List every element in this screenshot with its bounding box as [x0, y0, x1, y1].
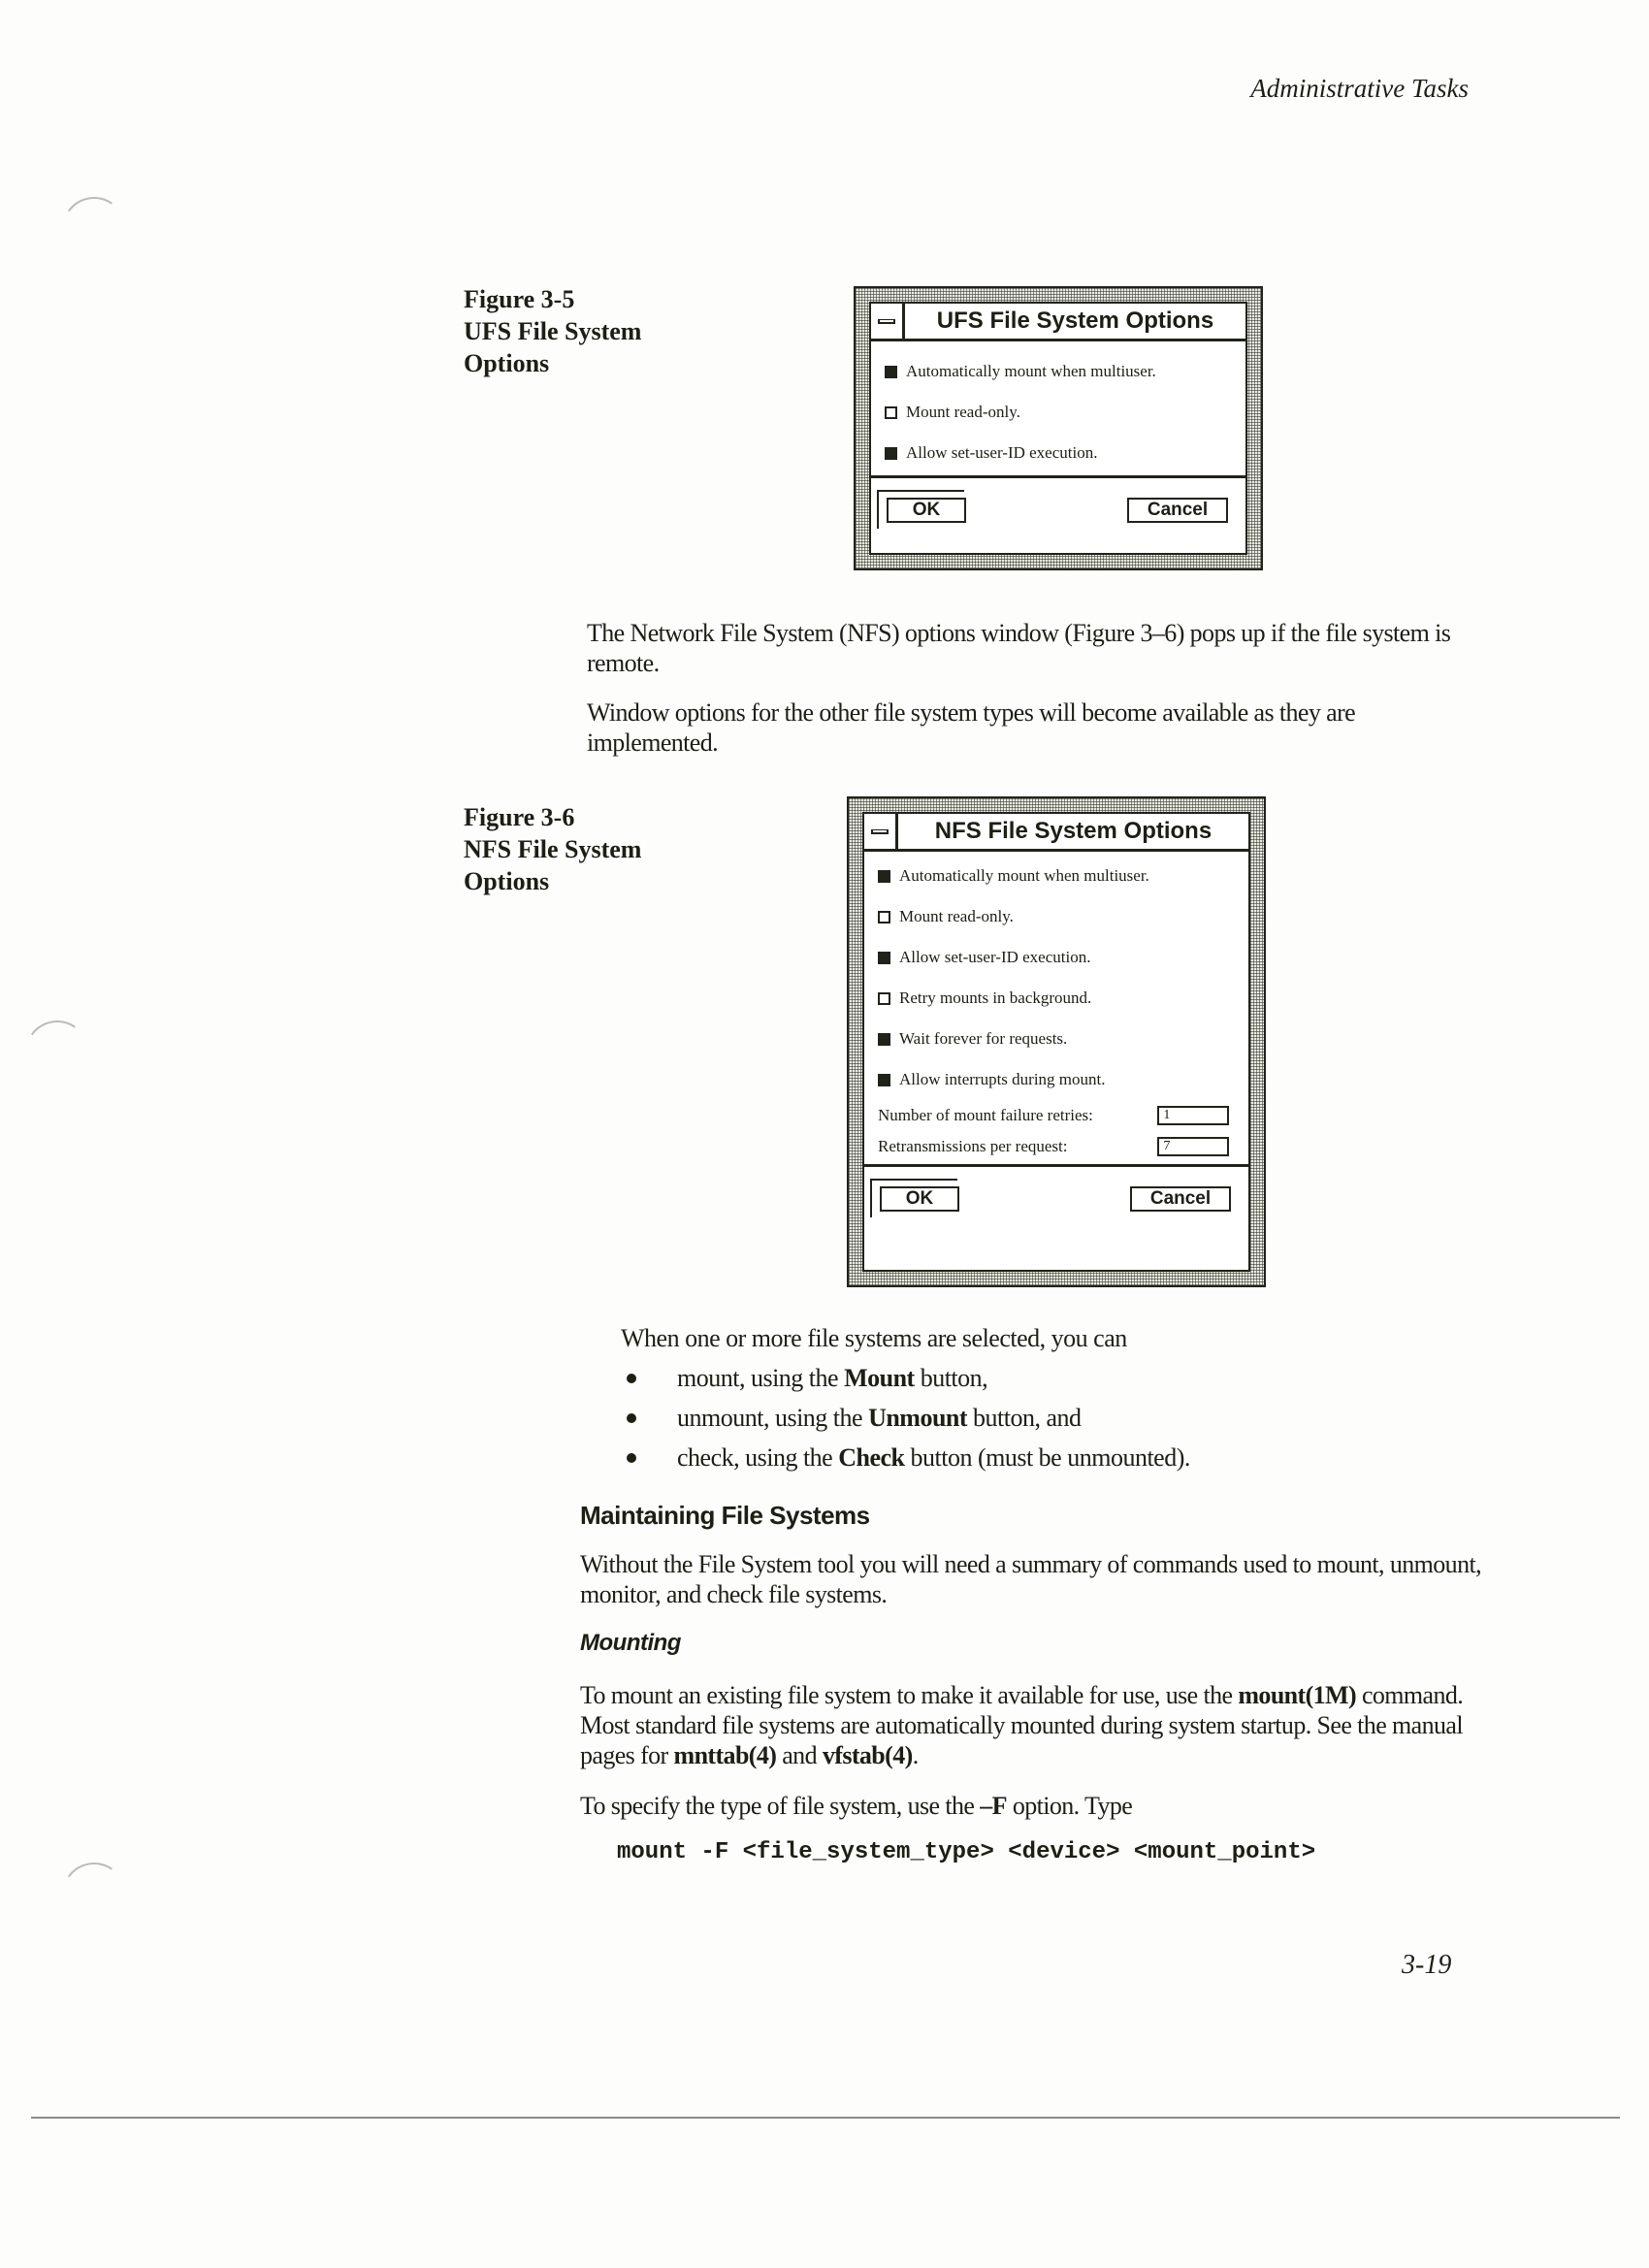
- field-label: Retransmissions per request:: [878, 1137, 1068, 1155]
- bullet-icon: [627, 1374, 636, 1383]
- dialog-titlebar: [864, 814, 1248, 852]
- checkbox-icon[interactable]: [885, 366, 897, 378]
- field-mount-retries: [878, 1100, 1235, 1131]
- item-button-name: Mount: [844, 1364, 915, 1392]
- figure-3-6-caption: [464, 801, 641, 897]
- bullet-icon: [627, 1453, 636, 1463]
- checkbox-icon[interactable]: [878, 992, 890, 1005]
- cancel-button[interactable]: Cancel: [1127, 498, 1228, 523]
- list-item: [621, 1403, 1190, 1442]
- text: To specify the type of file system, use the: [580, 1792, 981, 1820]
- option-auto-mount[interactable]: [885, 351, 1232, 392]
- window-menu-icon: [871, 829, 889, 834]
- item-text: mount, using the: [677, 1364, 845, 1392]
- retransmissions-input[interactable]: 7: [1157, 1137, 1229, 1156]
- hole-punch-mark: [57, 192, 131, 266]
- checkbox-icon[interactable]: [885, 447, 897, 460]
- option-label: Allow interrupts during mount.: [899, 1070, 1106, 1088]
- item-text: unmount, using the: [677, 1404, 869, 1432]
- text: option. Type: [1006, 1792, 1133, 1820]
- option-label: Allow set-user-ID execution.: [899, 948, 1091, 966]
- option-setuid[interactable]: [878, 937, 1235, 978]
- cancel-button[interactable]: Cancel: [1130, 1186, 1231, 1212]
- option-read-only[interactable]: [878, 896, 1235, 937]
- page-bottom-rule: [31, 2117, 1620, 2119]
- item-button-name: Check: [838, 1443, 905, 1472]
- mount-retries-input[interactable]: 1: [1157, 1106, 1229, 1125]
- ufs-options-dialog: [854, 286, 1263, 570]
- option-retry-background[interactable]: [878, 978, 1235, 1019]
- window-menu-button[interactable]: [864, 814, 898, 849]
- option-flag: –F: [980, 1792, 1007, 1820]
- selection-lead: When one or more file systems are selected, you can: [621, 1324, 1127, 1352]
- checkbox-icon[interactable]: [885, 406, 897, 419]
- option-read-only[interactable]: [885, 392, 1232, 433]
- dialog-panel: [869, 302, 1247, 555]
- figure-title-line: Options: [464, 349, 550, 377]
- checkbox-icon[interactable]: [878, 1033, 890, 1046]
- option-label: Allow set-user-ID execution.: [906, 443, 1098, 462]
- ok-button[interactable]: OK: [887, 498, 966, 523]
- bullet-icon: [627, 1413, 636, 1423]
- para-nfs-window: The Network File System (NFS) options window (Figure 3–6) pops up if the file system is remote.: [587, 619, 1451, 677]
- dialog-panel: [862, 812, 1250, 1272]
- subsection-heading: Mounting: [580, 1630, 681, 1656]
- item-text: button, and: [967, 1404, 1082, 1432]
- section-heading: Maintaining File Systems: [580, 1501, 870, 1530]
- text: .: [912, 1741, 919, 1769]
- field-label: Number of mount failure retries:: [878, 1106, 1093, 1124]
- checkbox-icon[interactable]: [878, 952, 890, 964]
- para-other-windows: Window options for the other file system types will become available as they are implemented.: [587, 698, 1356, 757]
- figure-title-line: NFS File System: [464, 835, 642, 863]
- figure-title-line: UFS File System: [464, 317, 642, 345]
- hole-punch-mark: [20, 1016, 94, 1089]
- figure-title-line: Options: [464, 867, 550, 895]
- ok-button[interactable]: OK: [880, 1186, 959, 1212]
- dialog-title: NFS File System Options: [934, 818, 1212, 844]
- item-text: button,: [914, 1364, 988, 1392]
- checkbox-icon[interactable]: [878, 870, 890, 883]
- figure-number: Figure 3-5: [464, 285, 575, 313]
- figure-number: Figure 3-6: [464, 803, 575, 831]
- option-allow-interrupts[interactable]: [878, 1059, 1235, 1100]
- text: To mount an existing file system to make it available for use, use the: [580, 1681, 1239, 1709]
- figure-3-5-caption: [464, 283, 641, 379]
- text: and: [776, 1741, 823, 1769]
- para-specify-type: [580, 1791, 1482, 1821]
- window-menu-icon: [878, 319, 895, 324]
- field-retransmissions: [878, 1131, 1235, 1162]
- item-text: button (must be unmounted).: [904, 1443, 1190, 1472]
- page-number: 3-19: [1402, 1950, 1452, 1980]
- options-list: [871, 341, 1245, 478]
- option-setuid[interactable]: [885, 433, 1232, 473]
- dialog-titlebar: [871, 304, 1245, 341]
- para-mounting: [580, 1680, 1482, 1770]
- dialog-button-bar: [871, 478, 1245, 546]
- item-text: check, using the: [677, 1443, 839, 1472]
- hole-punch-mark: [57, 1858, 131, 1931]
- option-label: Mount read-only.: [899, 907, 1014, 925]
- command-example: mount -F <file_system_type> <device> <mount_point>: [617, 1839, 1316, 1865]
- options-list: [864, 852, 1248, 1167]
- manpage-ref: vfstab(4): [822, 1741, 913, 1769]
- nfs-options-dialog: [847, 796, 1266, 1287]
- dialog-title: UFS File System Options: [936, 308, 1214, 334]
- list-item: [621, 1363, 1190, 1403]
- option-label: Retry mounts in background.: [899, 988, 1092, 1007]
- para-maintaining: Without the File System tool you will need a summary of commands used to mount, unmount, monitor, and check file systems.: [580, 1550, 1482, 1608]
- window-menu-button[interactable]: [871, 304, 905, 339]
- option-wait-forever[interactable]: [878, 1019, 1235, 1059]
- running-head: Administrative Tasks: [1250, 74, 1469, 103]
- option-label: Automatically mount when multiuser.: [906, 362, 1156, 380]
- option-label: Mount read-only.: [906, 403, 1020, 421]
- option-auto-mount[interactable]: [878, 856, 1235, 896]
- selection-actions: [621, 1323, 1190, 1482]
- text: command. Most standard file systems are automatically mounted during system startup. See the manual pages for: [580, 1681, 1464, 1769]
- checkbox-icon[interactable]: [878, 911, 890, 923]
- command-ref: mount(1M): [1238, 1681, 1357, 1709]
- list-item: [621, 1442, 1190, 1482]
- checkbox-icon[interactable]: [878, 1074, 890, 1086]
- option-label: Automatically mount when multiuser.: [899, 866, 1149, 885]
- item-button-name: Unmount: [868, 1404, 968, 1432]
- dialog-button-bar: [864, 1167, 1248, 1235]
- manpage-ref: mnttab(4): [673, 1741, 777, 1769]
- option-label: Wait forever for requests.: [899, 1029, 1068, 1048]
